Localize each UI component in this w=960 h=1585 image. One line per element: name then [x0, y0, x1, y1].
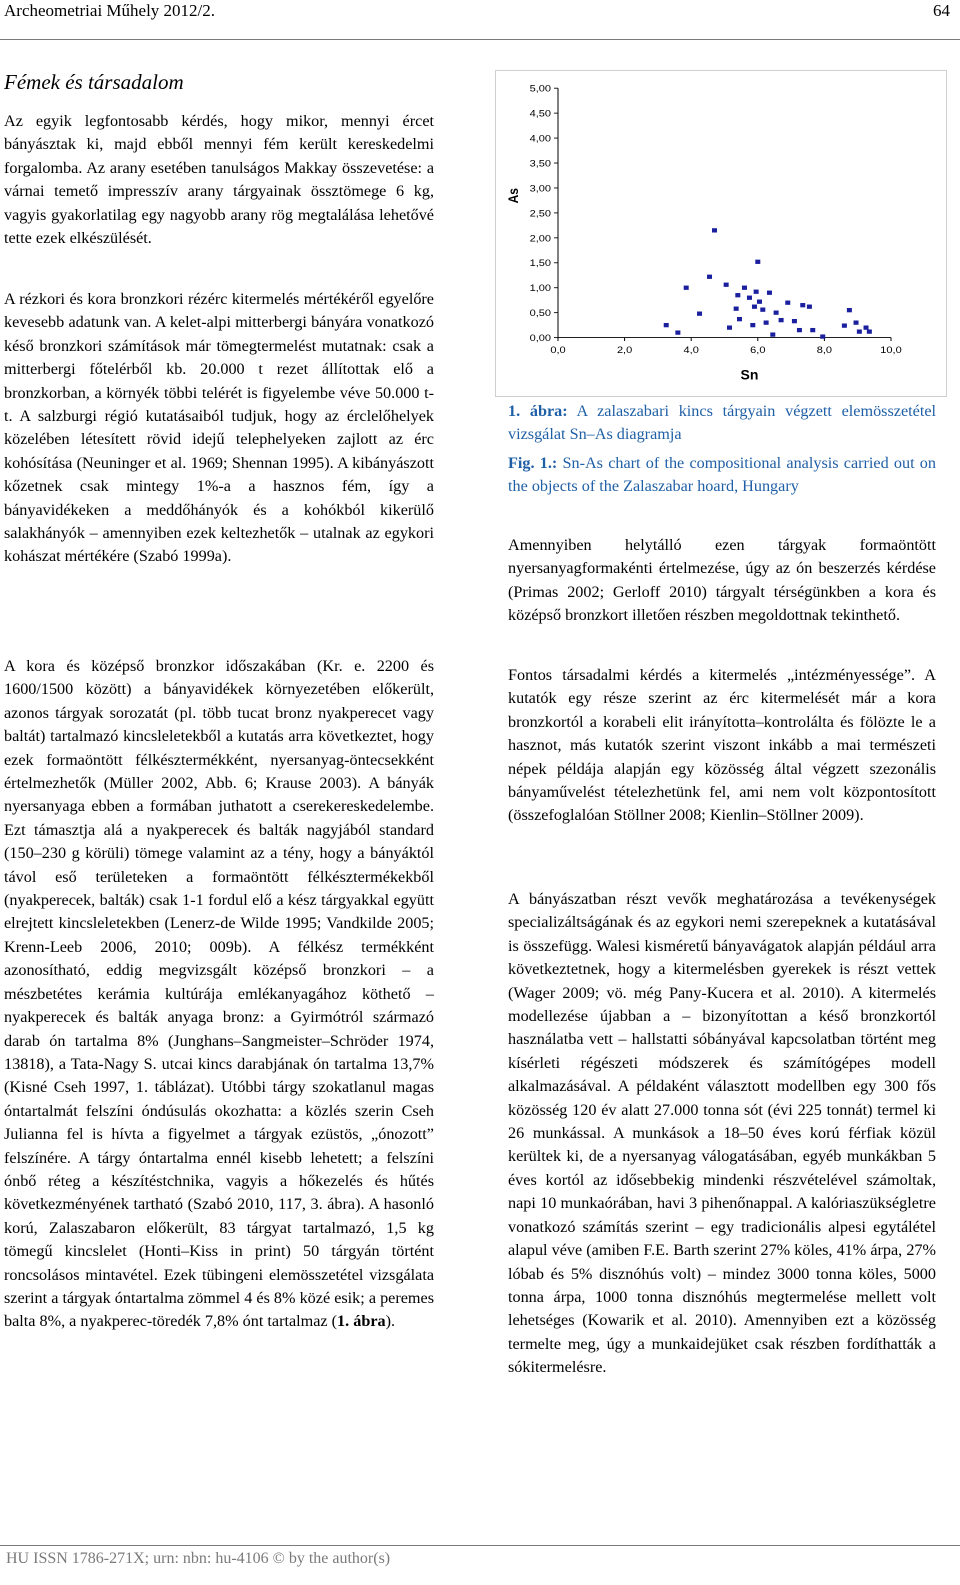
data-point: [770, 332, 775, 336]
data-point: [737, 317, 742, 321]
x-tick-label: 4,0: [683, 345, 699, 356]
paragraph-main: A kora és középső bronzkor időszakában (Kr. e. 2200 és 1600/1500 között) a bányavidékek környezetében előkerült, azonos tárgyak sorozatát (pl. több tucat bronz nyakperecet vagy baltát) tartalmazó kincsleletekből a kutatás arra következtet, hogy ezek formaöntött félkésztermékként, nyersanyag-öntecsekként értelmezhetők (Müller 2002, Abb. 6; Krause 2003). A bányák nyersanyaga ebben a formában juthatott a cserekereskedelembe. Ezt támasztja alá a nyakperecek és balták nagyjából standard (150–230 g körüli) tömege valamint az a tény, hogy a bányáktól távol eső területeken a formaöntött félkésztermékekből (nyakperecek, balták) csak 1-1 fordul elő a kész tárgyakkal együtt elrejtett kincsleletekben (Lenerz-de Wilde 1995; Vandkilde 2005; Krenn-Leeb 2006, 2010; 009b). A félkész termékként azonosítható, eddig megvizsgált középső bronzkori – a mészbetétes kerámia kultúrája emlékanyagához köthető – nyakperecek és balták anyaga bronz: a Gyirmótról származó darab ón tartalma 8% (Junghans–Sangmeister–Schröder 1974, 13818), a Tata-Nagy S. utcai kincs darabjának ón tartalma 13,7% (Kisné Cseh 1997, 1. táblázat). Utóbbi tárgy szokatlanul magas óntartalmát felszíni óndúsulás okozhatta: a közlés szerin Cseh Julianna fel is hívta a figyelmet a tárgyak ezüstös, „ónozott” felszínére. A tárgy óntartalma ennél kisebb lehetett; a felszíni ónbő réteg a készítéstchnika, vagyis a hőkezelés és hűtés következményének tartható (Szabó 2010, 117, 3. ábra). A hasonló korú, Zalaszabaron előkerült, 83 tárgyat tartalmazó, 1,5 kg tömegű kincslelet (Honti–Kiss in print) 50 tárgyán történt roncsolásos mintavétel. Ezek tübingeni elemösszetétel vizsgálata szerint a tárgyak óntartalma zömmel 4 és 8% közé esik; a peremes balta 8%, a nyakperec-töredék 7,8% ónt tartalmaz (: [4, 657, 434, 1331]
footer-issn: HU ISSN 1786-271X; urn: nbn: hu-4106 © by the author(s): [6, 1550, 391, 1567]
data-point: [747, 296, 752, 300]
data-point: [867, 329, 872, 333]
data-point: [810, 328, 815, 332]
data-point: [842, 323, 847, 327]
y-tick-label: 0,50: [529, 308, 551, 319]
caption-hu-text: A zalaszabari kincs tárgyain végzett elemösszetétel vizsgálat Sn–As diagramja: [508, 402, 937, 444]
data-point: [779, 318, 784, 322]
section-title: Fémek és társadalom: [4, 70, 184, 94]
x-tick-label: 6,0: [750, 345, 766, 356]
data-point: [707, 275, 712, 279]
data-point: [767, 291, 772, 295]
caption-en-text: Sn-As chart of the compositional analysis carried out on the objects of the Zalaszabar hoard, Hungary: [508, 454, 936, 496]
page-number: 64: [933, 1, 950, 20]
data-point: [684, 286, 689, 290]
left-paragraph-1: [4, 110, 434, 250]
y-tick-label: 4,00: [529, 134, 551, 145]
figure-reference-link[interactable]: 1. ábra: [337, 1312, 386, 1331]
data-point: [774, 311, 779, 315]
journal-title: Archeometriai Műhely 2012/2.: [4, 1, 216, 20]
y-tick-label: 1,50: [529, 258, 551, 269]
y-tick-label: 1,00: [529, 283, 551, 294]
y-tick-label: 3,50: [529, 159, 551, 170]
x-tick-label: 2,0: [616, 345, 633, 356]
data-point: [675, 330, 680, 334]
data-point: [820, 334, 825, 338]
paragraph-text: A rézkori és kora bronzkori rézérc kitermelés mértékéről egyelőre kevesebb adatunk van. A kelet-alpi mitterbergi bányára vonatkozó késő bronzkori számítások már tömegtermelést mutatnak: csak a mitterbergi főtelérből kb. 20.000 t rezet állítottak elő a bronzkorban, a környék többi telérét is figyelembe véve 50.000 t-t. A salzburgi régió kutatásaiból tudjuk, hogy az érclelőhelyek közelében létesített rövid idejű telephelyeken zajlott az érc kohósítása (Neuninger et al. 1969; Shennan 1995). A kibányászott kőzetnek csak mintegy 1%-a a hasznos fém, így a bányavidékeken a meddőhányók és a kohókból kikerülő salakhányók – amennyiben ezek keltezhetők – utalnak az egykori kohászat mértékére (Szabó 1999a).: [4, 290, 434, 566]
page-footer: [0, 1545, 960, 1585]
data-point: [757, 300, 762, 304]
paragraph-text: A bányászatban részt vevők meghatározása a tevékenységek specializáltságának és az egykori nemi szerepeknek a kutatásával is összefügg. Walesi kisméretű bányavágatok alapján például arra következtetnek, hogy a kitermelésben gyerekek is részt vettek (Wager 2009; vö. még Pany-Kucera et al. 2010). A kitermelés modellezése újabban a – bizonyítottan a késő bronzkortól használatba vett – hallstatti sóbányával kapcsolatban történt meg kísérleti régészeti módszerek és számítógépes modell alkalmazásával. A példaként választott modellben egy 300 fős közösség 120 év alatt 27.000 tonna sót (évi 225 tonnát) termel ki 26 munkással. A munkások a 18–50 éves korú férfiak közül kerültek ki, de a nyersanyag válogatásában, egyéb munkákban 5 éves kortól az idősebbekig mindenki részvételével számoltak, napi 10 munkaórában, havi 3 pihenőnappal. A kalóriaszükségletre vonatkozó számítás szerint – egy tradicionális alpesi egytálétel alapul véve (amiben F.E. Barth szerint 27% köles, 41% árpa, 27% lóbab és 5% disznóhús volt) – mindez 3000 tonna köles, 5000 tonna árpa, 1000 tonna disznóhús megtermelése mellett volt lehetséges (Kowarik et al. 2010). Amennyiben ezt a közösség termelte meg, úgy a munkaidejüket csak részben fordíthatták a sókitermelésre.: [508, 890, 936, 1377]
page-header: [0, 0, 960, 40]
y-tick-label: 4,50: [529, 109, 551, 120]
data-point: [854, 320, 859, 324]
left-paragraph-2: [4, 288, 434, 569]
paragraph-text: Az egyik legfontosabb kérdés, hogy mikor, mennyi ércet bányásztak ki, majd ebből mennyi fém került kereskedelmi forgalomba. Az arany esetében tanulságos Makkay összevetése: a várnai temető impresszív arany tárgyainak össztömege 6 kg, vagyis gyakorlatilag egy nagyobb arany rög megtalálása lehetővé tette ezek elkészülését.: [4, 112, 434, 248]
caption-en-label: Fig. 1.:: [508, 454, 558, 472]
data-point: [734, 307, 739, 311]
paragraph-text: [4, 655, 434, 1334]
left-paragraph-3: [4, 655, 434, 1334]
y-axis-title: As: [505, 188, 522, 204]
data-point: [735, 293, 740, 297]
data-point: [727, 325, 732, 329]
paragraph-end: ).: [385, 1312, 396, 1331]
x-tick-label: 0,0: [550, 345, 566, 356]
y-tick-label: 3,00: [529, 184, 551, 195]
data-point: [755, 260, 760, 264]
data-point: [724, 283, 729, 287]
y-tick-label: 2,50: [529, 208, 551, 220]
data-point: [760, 308, 765, 312]
data-point: [697, 312, 702, 316]
data-point: [750, 323, 755, 327]
data-point: [857, 329, 862, 333]
data-point: [864, 325, 869, 329]
figure-caption-en: [508, 452, 936, 499]
plot-group: [505, 84, 902, 356]
data-point: [847, 308, 852, 312]
data-point: [712, 228, 717, 232]
x-tick-label: 10,0: [880, 345, 902, 356]
data-point: [792, 319, 797, 323]
data-point: [785, 301, 790, 305]
data-point: [807, 305, 812, 309]
data-point: [752, 305, 757, 309]
figure-caption-hu: [508, 400, 936, 447]
paragraph-text: Fontos társadalmi kérdés a kitermelés „intézményessége”. A kutatók egy része szerint az érc kitermelését már a kora bronzkortól a korabeli elit irányította–kontrolálta és fölözte le a hasznot, más kutatók szerint viszont inkább a mai természeti népek példája alapján egy közösség által végzett szezonális bányaművelést tételezhetünk fel, ami nem volt központosított (összefoglalóan Stöllner 2008; Kienlin–Stöllner 2009).: [508, 666, 936, 825]
data-point: [764, 320, 769, 324]
right-paragraph-2: [508, 664, 936, 828]
y-tick-label: 0,00: [529, 333, 551, 344]
data-point: [742, 286, 747, 290]
x-axis-title: Sn: [740, 366, 759, 383]
caption-hu-label: 1. ábra:: [508, 402, 568, 420]
data-point: [800, 303, 805, 307]
y-tick-label: 2,00: [529, 233, 551, 245]
data-point: [664, 323, 669, 327]
data-point: [754, 290, 759, 294]
data-point: [797, 328, 802, 332]
right-paragraph-1: [508, 534, 936, 628]
chart-svg: [496, 71, 948, 398]
right-paragraph-3: [508, 888, 936, 1380]
x-tick-label: 8,0: [816, 345, 833, 356]
y-tick-label: 5,00: [529, 84, 551, 95]
sn-as-scatter-chart: [495, 70, 947, 397]
paragraph-text: Amennyiben helytálló ezen tárgyak formaöntött nyersanyagformakénti értelmezése, úgy az ón beszerzés kérdése (Primas 2002; Gerloff 2010) tárgyalt térségünkben a kora és középső bronzkort illetően részben megoldottnak tekinthető.: [508, 536, 936, 625]
